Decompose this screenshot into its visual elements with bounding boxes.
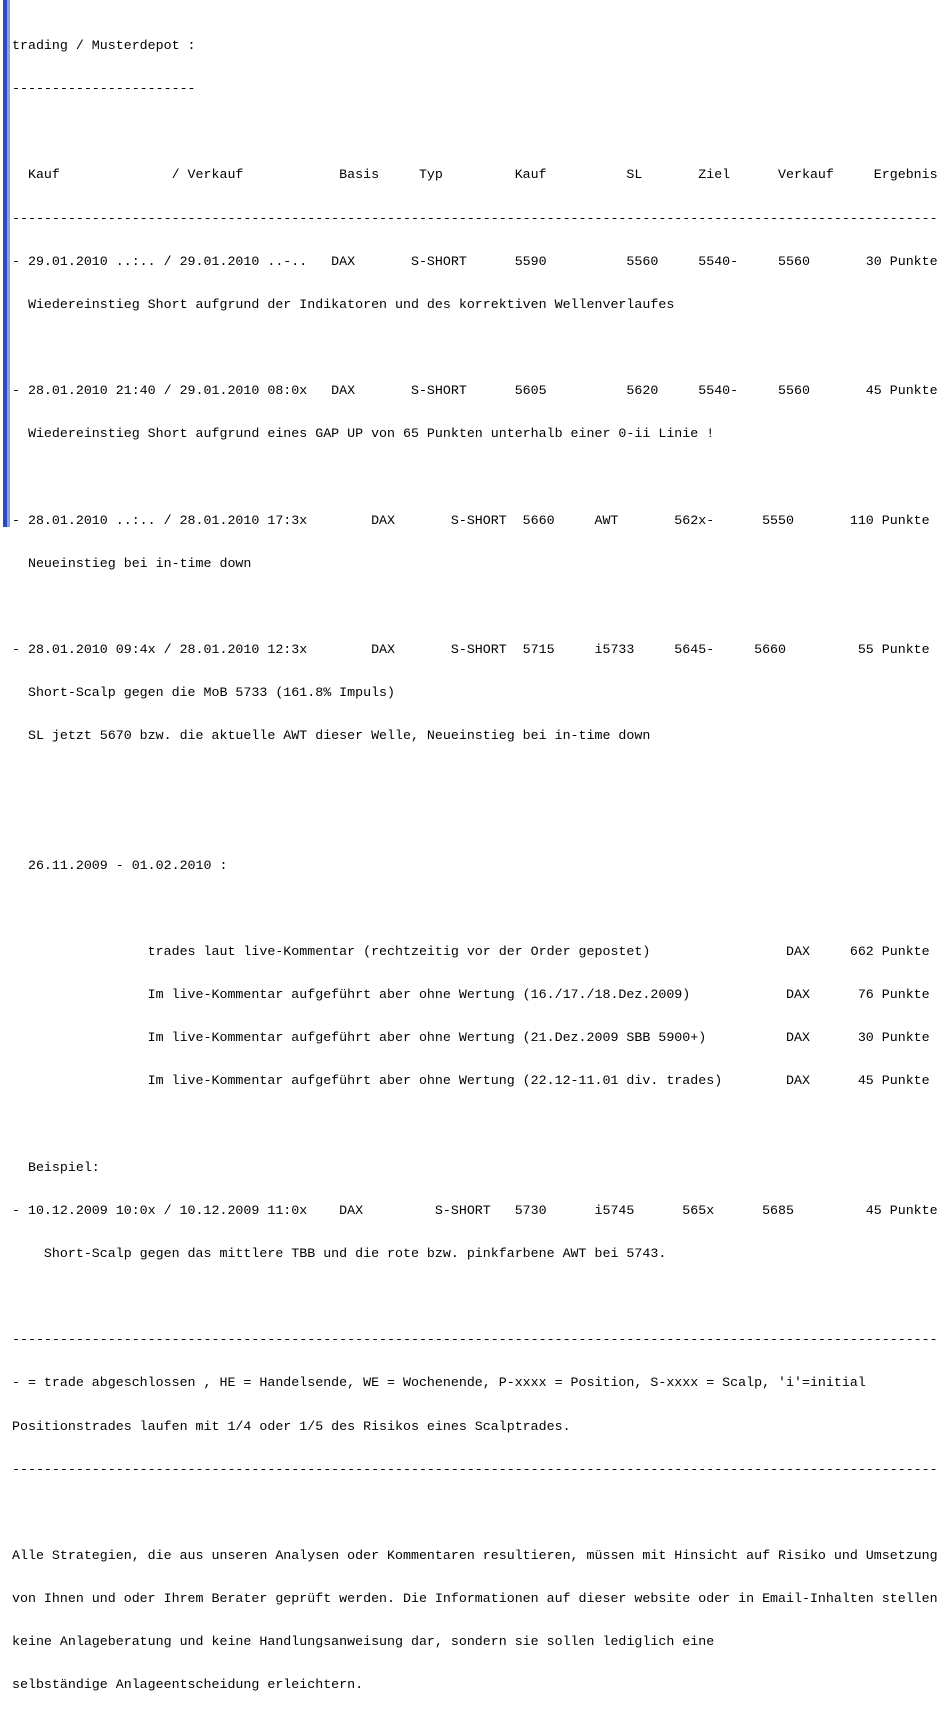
summary-line-4: Im live-Kommentar aufgeführt aber ohne Wertung (22.12-11.01 div. trades) DAX 45 Punkte — [12, 1073, 930, 1089]
trade-4-row: - 28.01.2010 09:4x / 28.01.2010 12:3x DAX S-SHORT 5715 i5733 5645- 5660 55 Punkte — [12, 641, 930, 657]
example-comment: Short-Scalp gegen das mittlere TBB und die rote bzw. pinkfarbene AWT bei 5743. — [12, 1245, 667, 1261]
trade-1-row: - 29.01.2010 ..:.. / 29.01.2010 ..-.. DAX S-SHORT 5590 5560 5540- 5560 30 Punkte — [12, 253, 938, 269]
text-content — [12, 9, 938, 1721]
disclaimer-line-4: selbständige Anlageentscheidung erleichtern. — [12, 1677, 364, 1693]
spacer — [12, 1290, 938, 1303]
trade-2-row: - 28.01.2010 21:40 / 29.01.2010 08:0x DAX S-SHORT 5605 5620 5540- 5560 45 Punkte — [12, 383, 938, 399]
disclaimer-line-3: keine Anlageberatung und keine Handlungsanweisung dar, sondern sie sollen lediglich eine — [12, 1634, 715, 1650]
spacer — [12, 772, 938, 785]
spacer — [12, 470, 938, 483]
summary-line-1: trades laut live-Kommentar (rechtzeitig vor der Order gepostet) DAX 662 Punkte — [12, 943, 930, 959]
summary-line-2: Im live-Kommentar aufgeführt aber ohne Wertung (16./17./18.Dez.2009) DAX 76 Punkte — [12, 987, 930, 1003]
trade-4-comment-2: SL jetzt 5670 bzw. die aktuelle AWT dieser Welle, Neueinstieg bei in-time down — [12, 728, 651, 744]
spacer — [12, 902, 938, 915]
disclaimer-line-2: von Ihnen und oder Ihrem Berater geprüft werden. Die Informationen auf dieser website oder in Email-Inhalten stellen — [12, 1591, 938, 1607]
trade-2-comment: Wiedereinstieg Short aufgrund eines GAP UP von 65 Punkten unterhalb einer 0-ii Linie ! — [12, 426, 715, 442]
legend-line-2: Positionstrades laufen mit 1/4 oder 1/5 des Risikos eines Scalptrades. — [12, 1418, 571, 1434]
table-separator: -------------------------------------------------------------------------------------------------------------------- — [12, 210, 938, 226]
trade-3-comment: Neueinstieg bei in-time down — [12, 555, 252, 571]
legend-line-1: - = trade abgeschlossen , HE = Handelsende, WE = Wochenende, P-xxxx = Position, S-xxxx = Scalp, 'i'=initial — [12, 1375, 866, 1391]
disclaimer-line-1: Alle Strategien, die aus unseren Analysen oder Kommentaren resultieren, müssen mit Hinsicht auf Risiko und Umsetzung — [12, 1547, 938, 1563]
page-title: trading / Musterdepot : — [12, 38, 196, 53]
legend-separator-top: -------------------------------------------------------------------------------------------------------------------- — [12, 1332, 938, 1348]
spacer — [12, 600, 938, 613]
trade-4-comment: Short-Scalp gegen die MoB 5733 (161.8% Impuls) — [12, 685, 396, 701]
left-accent-bar — [3, 0, 10, 527]
spacer — [12, 1118, 938, 1131]
legend-separator-bottom: -------------------------------------------------------------------------------------------------------------------- — [12, 1461, 938, 1477]
example-label: Beispiel: — [12, 1159, 100, 1175]
spacer — [12, 816, 938, 829]
page-title-underline: ----------------------- — [12, 81, 196, 97]
spacer — [12, 341, 938, 354]
table-header: Kauf / Verkauf Basis Typ Kauf SL Ziel Verkauf Ergebnis — [12, 167, 938, 183]
trade-1-comment: Wiedereinstieg Short aufgrund der Indikatoren und des korrektiven Wellenverlaufes — [12, 296, 675, 312]
spacer — [12, 1506, 938, 1519]
spacer — [12, 125, 938, 138]
trade-3-row: - 28.01.2010 ..:.. / 28.01.2010 17:3x DAX S-SHORT 5660 AWT 562x- 5550 110 Punkte — [12, 512, 930, 528]
summary-line-3: Im live-Kommentar aufgeführt aber ohne Wertung (21.Dez.2009 SBB 5900+) DAX 30 Punkte — [12, 1030, 930, 1046]
example-trade-row: - 10.12.2009 10:0x / 10.12.2009 11:0x DAX S-SHORT 5730 i5745 565x 5685 45 Punkte — [12, 1202, 938, 1218]
period-heading: 26.11.2009 - 01.02.2010 : — [12, 857, 228, 873]
